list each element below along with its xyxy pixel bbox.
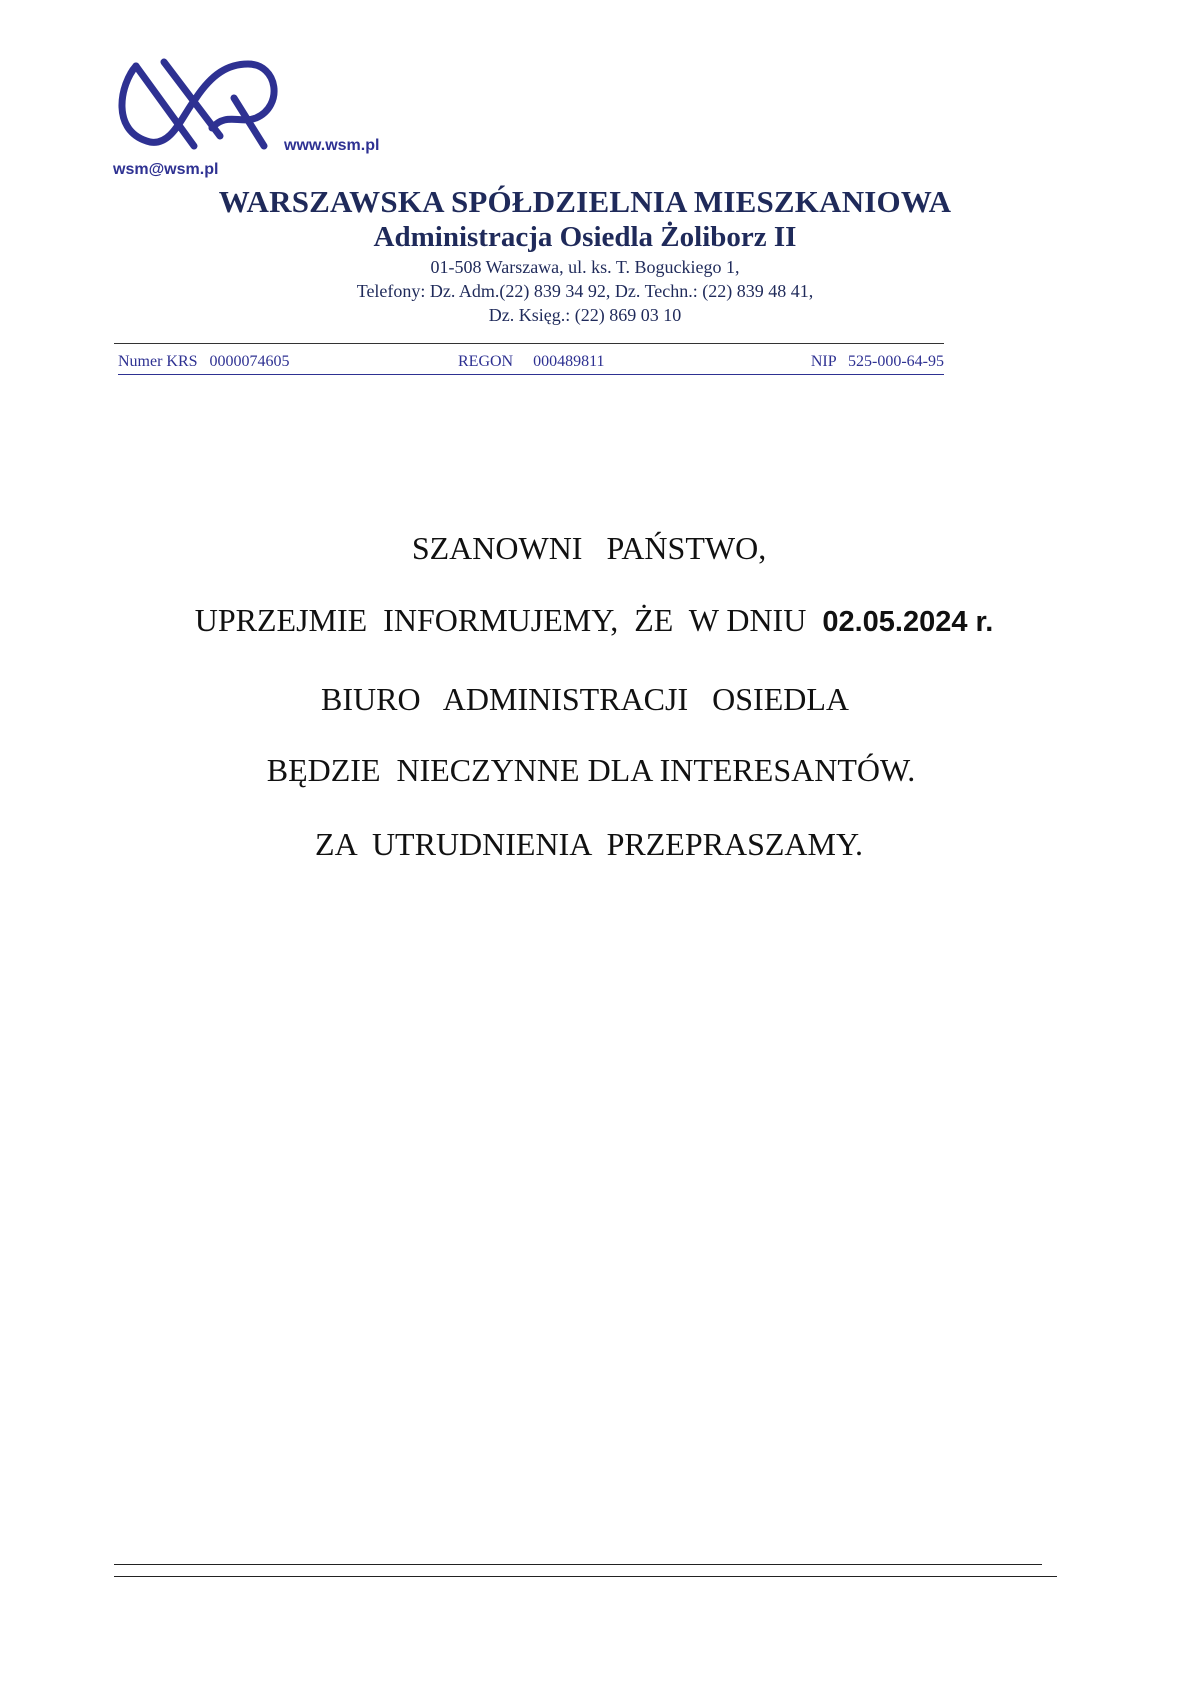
notice-closed: BĘDZIE NIECZYNNE DLA INTERESANTÓW. (266, 752, 916, 788)
notice-inform-line (0, 602, 1189, 639)
nip-number: NIP 525-000-64-95 (810, 353, 944, 370)
notice-office: BIURO ADMINISTRACJI OSIEDLA (320, 681, 849, 717)
notice-inform-text: UPRZEJMIE INFORMUJEMY, ŻE W DNIU (194, 602, 823, 638)
phones-line: Telefony: Dz. Adm.(22) 839 34 92, Dz. Techn.: (22) 839 48 41, (356, 281, 814, 301)
footer-divider (114, 1576, 1057, 1577)
email-link[interactable]: wsm@wsm.pl (113, 161, 219, 178)
header-divider (114, 343, 944, 344)
registration-ids (118, 352, 944, 375)
website-link[interactable]: www.wsm.pl (284, 137, 380, 154)
address-line: 01-508 Warszawa, ul. ks. T. Boguckiego 1, (430, 257, 740, 277)
regon-number: REGON 000489811 (458, 353, 605, 370)
accounting-line: Dz. Księg.: (22) 869 03 10 (488, 305, 682, 325)
wsm-logo (116, 58, 284, 153)
administration-name: Administracja Osiedla Żoliborz II (373, 221, 797, 253)
notice-greeting: SZANOWNI PAŃSTWO, (411, 530, 767, 566)
organization-name: WARSZAWSKA SPÓŁDZIELNIA MIESZKANIOWA (218, 184, 952, 219)
footer-divider (114, 1564, 1042, 1565)
notice-apology: ZA UTRUDNIENIA PRZEPRASZAMY. (315, 826, 863, 862)
notice-date: 02.05.2024 r. (822, 606, 994, 638)
krs-number: Numer KRS 0000074605 (118, 353, 290, 370)
